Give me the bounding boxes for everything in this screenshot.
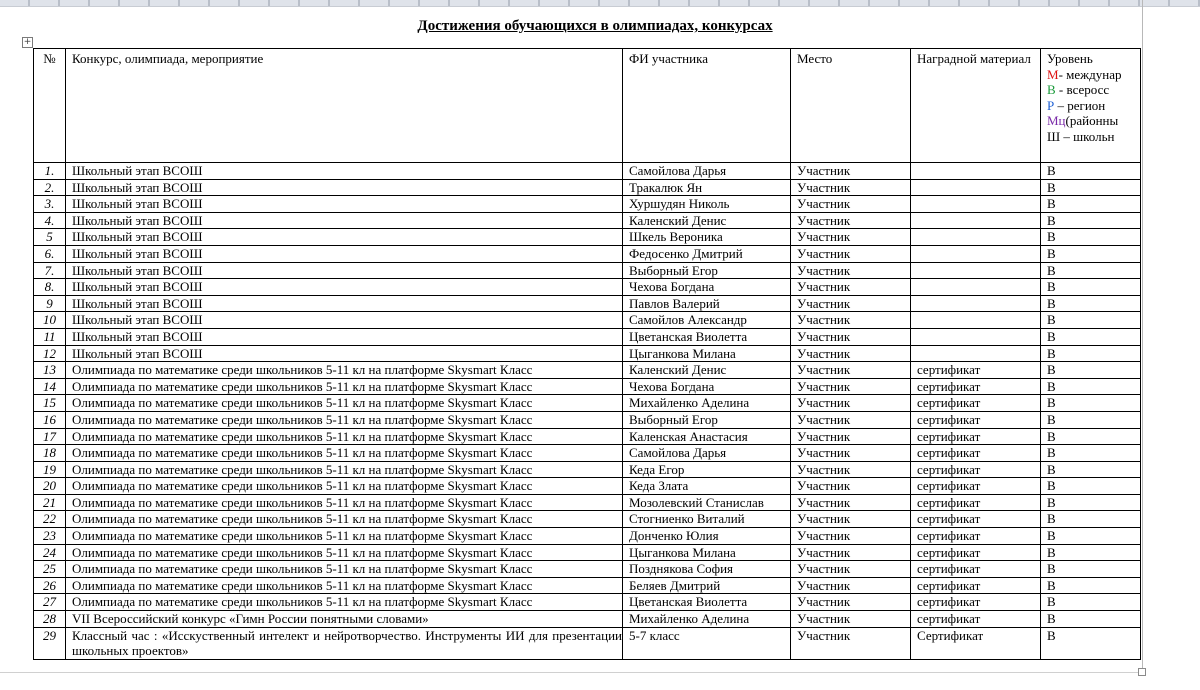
row-event[interactable]: Олимпиада по математике среди школьников 5-11 кл на платформе Skysmart Класс [66,594,623,611]
row-participant[interactable]: Самойлов Александр [623,312,791,329]
row-participant[interactable]: Чехова Богдана [623,378,791,395]
document-title: Достижения обучающихся в олимпиадах, конкурсах [417,18,773,34]
row-award[interactable] [911,212,1041,229]
row-award[interactable]: сертификат [911,528,1041,545]
row-event[interactable]: Школьный этап ВСОШ [66,328,623,345]
page-edge-bottom [0,672,1143,673]
table-row[interactable] [34,362,1141,379]
row-event[interactable]: Олимпиада по математике среди школьников 5-11 кл на платформе Skysmart Класс [66,478,623,495]
row-event[interactable]: Олимпиада по математике среди школьников 5-11 кл на платформе Skysmart Класс [66,362,623,379]
row-num[interactable]: 6. [34,245,66,262]
table-row[interactable] [34,478,1141,495]
row-event[interactable]: Школьный этап ВСОШ [66,245,623,262]
row-award[interactable]: сертификат [911,461,1041,478]
row-level[interactable]: В [1041,229,1141,246]
row-num[interactable]: 4. [34,212,66,229]
row-award[interactable]: сертификат [911,494,1041,511]
row-event[interactable]: Школьный этап ВСОШ [66,196,623,213]
row-place[interactable]: Участник [791,212,911,229]
table-row[interactable] [34,611,1141,628]
table-row[interactable] [34,262,1141,279]
row-place[interactable]: Участник [791,544,911,561]
row-award[interactable] [911,279,1041,296]
row-place[interactable]: Участник [791,163,911,180]
row-participant[interactable]: Мозолевский Станислав [623,494,791,511]
row-place[interactable]: Участник [791,528,911,545]
row-participant[interactable]: Беляев Дмитрий [623,577,791,594]
row-level[interactable]: В [1041,577,1141,594]
row-num[interactable]: 2. [34,179,66,196]
row-participant[interactable]: Выборный Егор [623,411,791,428]
row-place[interactable]: Участник [791,577,911,594]
row-award[interactable]: сертификат [911,594,1041,611]
achievements-table[interactable] [33,48,1141,660]
table-move-handle-icon[interactable]: + [23,37,32,47]
row-num[interactable]: 14 [34,378,66,395]
header-award: Наградной материал [911,49,1041,163]
header-level [1041,49,1141,163]
row-level[interactable]: В [1041,163,1141,180]
row-award[interactable]: сертификат [911,445,1041,462]
row-award[interactable]: сертификат [911,362,1041,379]
row-participant[interactable]: Каленский Денис [623,212,791,229]
row-award[interactable] [911,245,1041,262]
row-place[interactable]: Участник [791,478,911,495]
row-level[interactable]: В [1041,295,1141,312]
row-num[interactable]: 20 [34,478,66,495]
table-row[interactable] [34,279,1141,296]
table-row[interactable] [34,229,1141,246]
row-place[interactable]: Участник [791,561,911,578]
row-place[interactable]: Участник [791,627,911,659]
row-event[interactable]: Олимпиада по математике среди школьников 5-11 кл на платформе Skysmart Класс [66,544,623,561]
row-level[interactable]: В [1041,345,1141,362]
row-place[interactable]: Участник [791,362,911,379]
row-num[interactable]: 5 [34,229,66,246]
row-award[interactable]: сертификат [911,511,1041,528]
row-num[interactable]: 10 [34,312,66,329]
row-event[interactable]: Школьный этап ВСОШ [66,279,623,296]
table-header-row [34,49,1141,163]
row-award[interactable]: сертификат [911,378,1041,395]
horizontal-ruler[interactable] [0,0,1200,7]
row-event[interactable]: Олимпиада по математике среди школьников 5-11 кл на платформе Skysmart Класс [66,445,623,462]
row-num[interactable]: 15 [34,395,66,412]
row-level[interactable]: В [1041,511,1141,528]
row-num[interactable]: 22 [34,511,66,528]
row-event[interactable]: Школьный этап ВСОШ [66,212,623,229]
row-award[interactable]: сертификат [911,478,1041,495]
row-award[interactable]: Сертификат [911,627,1041,659]
row-event[interactable]: Олимпиада по математике среди школьников 5-11 кл на платформе Skysmart Класс [66,378,623,395]
row-participant[interactable]: Цветанская Виолетта [623,594,791,611]
row-place[interactable]: Участник [791,229,911,246]
row-level[interactable]: В [1041,461,1141,478]
row-award[interactable] [911,179,1041,196]
row-num[interactable]: 26 [34,577,66,594]
row-participant[interactable]: Цыганкова Милана [623,345,791,362]
row-num[interactable]: 7. [34,262,66,279]
row-place[interactable]: Участник [791,345,911,362]
row-award[interactable]: сертификат [911,561,1041,578]
table-row[interactable] [34,245,1141,262]
table-row[interactable] [34,577,1141,594]
table-row[interactable] [34,328,1141,345]
level-legend-line: В - всеросс [1047,82,1110,98]
row-place[interactable]: Участник [791,179,911,196]
level-legend-line: Р – регион [1047,97,1106,113]
row-award[interactable]: сертификат [911,428,1041,445]
table-row[interactable] [34,511,1141,528]
table-row[interactable] [34,528,1141,545]
level-legend [1047,67,1140,145]
row-level[interactable]: В [1041,494,1141,511]
row-level[interactable]: В [1041,212,1141,229]
row-event[interactable]: Олимпиада по математике среди школьников 5-11 кл на платформе Skysmart Класс [66,411,623,428]
table-row[interactable] [34,428,1141,445]
row-award[interactable] [911,196,1041,213]
row-place[interactable]: Участник [791,328,911,345]
row-num[interactable]: 29 [34,627,66,659]
row-level[interactable]: В [1041,544,1141,561]
table-row[interactable] [34,561,1141,578]
row-level[interactable]: В [1041,411,1141,428]
row-event[interactable]: Школьный этап ВСОШ [66,345,623,362]
row-num[interactable]: 24 [34,544,66,561]
row-place[interactable]: Участник [791,262,911,279]
row-event[interactable]: Олимпиада по математике среди школьников 5-11 кл на платформе Skysmart Класс [66,577,623,594]
row-event[interactable]: Олимпиада по математике среди школьников 5-11 кл на платформе Skysmart Класс [66,461,623,478]
row-event[interactable]: Школьный этап ВСОШ [66,262,623,279]
row-event[interactable]: Школьный этап ВСОШ [66,229,623,246]
row-place[interactable]: Участник [791,411,911,428]
header-level-title: Уровень [1047,51,1093,66]
header-event: Конкурс, олимпиада, мероприятие [66,49,623,163]
row-place[interactable]: Участник [791,594,911,611]
table-row[interactable] [34,395,1141,412]
row-level[interactable]: В [1041,196,1141,213]
row-award[interactable] [911,295,1041,312]
row-place[interactable]: Участник [791,395,911,412]
row-event[interactable]: VII Всероссийский конкурс «Гимн России понятными словами» [66,611,623,628]
row-num[interactable]: 9 [34,295,66,312]
row-level[interactable]: В [1041,312,1141,329]
row-place[interactable]: Участник [791,611,911,628]
row-event[interactable]: Олимпиада по математике среди школьников 5-11 кл на платформе Skysmart Класс [66,428,623,445]
row-participant[interactable]: Чехова Богдана [623,279,791,296]
row-participant[interactable]: Тракалюк Ян [623,179,791,196]
row-num[interactable]: 18 [34,445,66,462]
row-event[interactable]: Школьный этап ВСОШ [66,179,623,196]
row-event[interactable]: Олимпиада по математике среди школьников 5-11 кл на платформе Skysmart Класс [66,494,623,511]
row-level[interactable]: В [1041,378,1141,395]
row-level[interactable]: В [1041,179,1141,196]
row-level[interactable]: В [1041,245,1141,262]
row-level[interactable]: В [1041,395,1141,412]
row-participant[interactable]: Самойлова Дарья [623,163,791,180]
row-place[interactable]: Участник [791,378,911,395]
table-row[interactable] [34,594,1141,611]
row-place[interactable]: Участник [791,428,911,445]
row-num[interactable]: 16 [34,411,66,428]
row-event[interactable]: Школьный этап ВСОШ [66,295,623,312]
row-level[interactable]: В [1041,362,1141,379]
row-participant[interactable]: Донченко Юлия [623,528,791,545]
row-participant[interactable]: Выборный Егор [623,262,791,279]
row-place[interactable]: Участник [791,494,911,511]
row-award[interactable]: сертификат [911,611,1041,628]
row-award[interactable]: сертификат [911,544,1041,561]
row-num[interactable]: 3. [34,196,66,213]
row-level[interactable]: В [1041,561,1141,578]
row-event[interactable]: Олимпиада по математике среди школьников 5-11 кл на платформе Skysmart Класс [66,395,623,412]
row-participant[interactable]: Каленская Анастасия [623,428,791,445]
row-event[interactable]: Школьный этап ВСОШ [66,163,623,180]
row-num[interactable]: 23 [34,528,66,545]
row-award[interactable]: сертификат [911,411,1041,428]
level-legend-line: Ш – школьн [1047,128,1115,144]
row-participant[interactable]: Цыганкова Милана [623,544,791,561]
row-num[interactable]: 8. [34,279,66,296]
row-num[interactable]: 12 [34,345,66,362]
row-participant[interactable]: Каленский Денис [623,362,791,379]
row-event[interactable]: Школьный этап ВСОШ [66,312,623,329]
row-award[interactable] [911,262,1041,279]
row-place[interactable]: Участник [791,196,911,213]
row-award[interactable]: сертификат [911,395,1041,412]
row-place[interactable]: Участник [791,461,911,478]
row-participant[interactable]: Федосенко Дмитрий [623,245,791,262]
row-event[interactable]: Олимпиада по математике среди школьников 5-11 кл на платформе Skysmart Класс [66,511,623,528]
row-award[interactable]: сертификат [911,577,1041,594]
row-level[interactable]: В [1041,279,1141,296]
row-place[interactable]: Участник [791,445,911,462]
row-award[interactable] [911,229,1041,246]
level-legend-line: М- междунар [1047,66,1122,82]
table-row[interactable] [34,378,1141,395]
row-participant[interactable]: Стогниенко Виталий [623,511,791,528]
row-participant[interactable]: Хуршудян Николь [623,196,791,213]
table-row[interactable] [34,345,1141,362]
row-event[interactable]: Олимпиада по математике среди школьников 5-11 кл на платформе Skysmart Класс [66,528,623,545]
row-num[interactable]: 27 [34,594,66,611]
row-award[interactable] [911,345,1041,362]
row-participant[interactable]: Позднякова София [623,561,791,578]
row-level[interactable]: В [1041,478,1141,495]
table-row[interactable] [34,179,1141,196]
row-num[interactable]: 28 [34,611,66,628]
row-num[interactable]: 1. [34,163,66,180]
table-row[interactable] [34,544,1141,561]
header-place: Место [791,49,911,163]
header-num: № [34,49,66,163]
row-level[interactable]: В [1041,328,1141,345]
row-participant[interactable]: Шкель Вероника [623,229,791,246]
row-participant[interactable]: Цветанская Виолетта [623,328,791,345]
row-participant[interactable]: 5-7 класс [623,627,791,659]
row-level[interactable]: В [1041,445,1141,462]
header-participant: ФИ участника [623,49,791,163]
table-row[interactable] [34,445,1141,462]
row-award[interactable] [911,328,1041,345]
table-row[interactable] [34,212,1141,229]
row-num[interactable]: 19 [34,461,66,478]
row-participant[interactable]: Михайленко Аделина [623,395,791,412]
row-level[interactable]: В [1041,428,1141,445]
row-award[interactable] [911,163,1041,180]
row-place[interactable]: Участник [791,279,911,296]
row-level[interactable]: В [1041,262,1141,279]
page-edge-right [1142,0,1143,672]
table-row[interactable] [34,295,1141,312]
level-legend-line: Мц(районны [1047,113,1119,129]
row-place[interactable]: Участник [791,295,911,312]
table-row[interactable] [34,494,1141,511]
row-place[interactable]: Участник [791,245,911,262]
row-place[interactable]: Участник [791,511,911,528]
row-participant[interactable]: Михайленко Аделина [623,611,791,628]
row-num[interactable]: 17 [34,428,66,445]
row-participant[interactable]: Самойлова Дарья [623,445,791,462]
table-row[interactable] [34,163,1141,180]
row-num[interactable]: 13 [34,362,66,379]
row-participant[interactable]: Павлов Валерий [623,295,791,312]
row-place[interactable]: Участник [791,312,911,329]
table-row[interactable] [34,196,1141,213]
row-num[interactable]: 11 [34,328,66,345]
row-event[interactable]: Классный час : «Исскуственный интелект и нейротворчество. Инструменты ИИ для презентации школьных проектов» [66,627,623,659]
row-level[interactable]: В [1041,528,1141,545]
row-num[interactable]: 21 [34,494,66,511]
table-row[interactable] [34,627,1141,659]
row-num[interactable]: 25 [34,561,66,578]
row-level[interactable]: В [1041,627,1141,659]
row-participant[interactable]: Кеда Егор [623,461,791,478]
table-resize-handle[interactable] [1138,668,1146,676]
row-event[interactable]: Олимпиада по математике среди школьников 5-11 кл на платформе Skysmart Класс [66,561,623,578]
row-level[interactable]: В [1041,611,1141,628]
table-row[interactable] [34,411,1141,428]
table-row[interactable] [34,312,1141,329]
row-participant[interactable]: Кеда Злата [623,478,791,495]
table-row[interactable] [34,461,1141,478]
row-level[interactable]: В [1041,594,1141,611]
row-award[interactable] [911,312,1041,329]
